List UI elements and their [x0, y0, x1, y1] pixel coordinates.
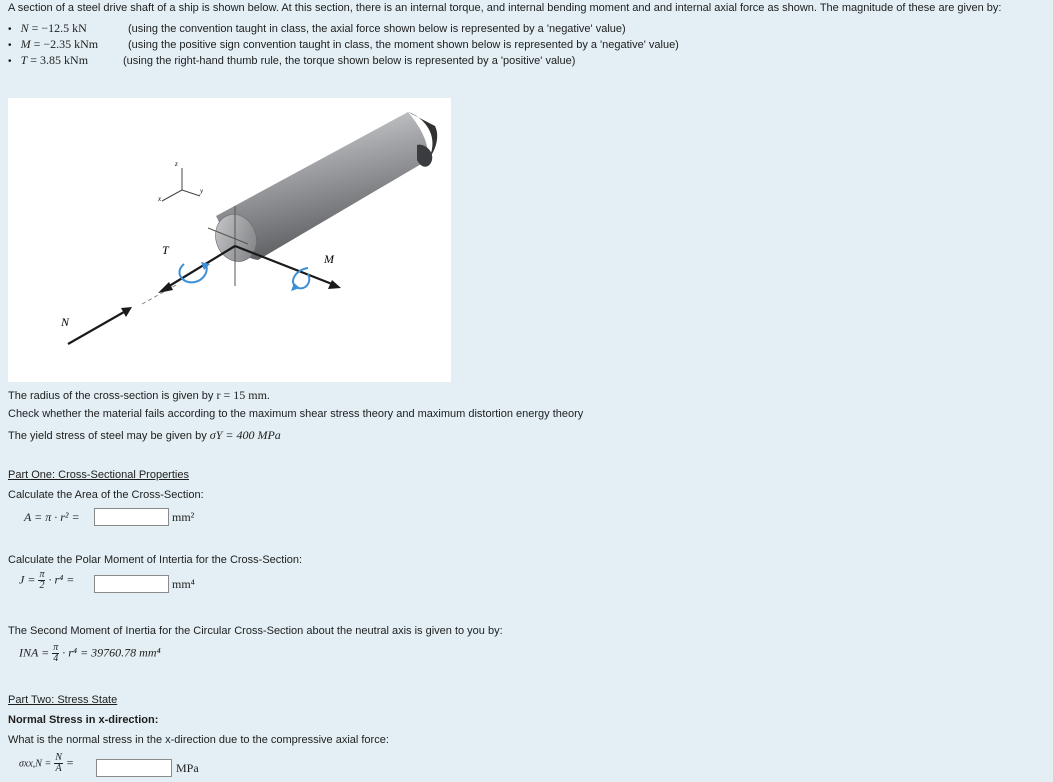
normal-stress-subheading: Normal Stress in x-direction:	[8, 714, 159, 726]
radius-text: The radius of the cross-section is given by	[8, 390, 214, 402]
area-answer-input[interactable]	[94, 508, 169, 526]
radius-line	[8, 388, 270, 403]
polar-frac-num: π	[39, 569, 45, 580]
polar-rhs: · r⁴ =	[48, 572, 75, 587]
load-note: (using the right-hand thumb rule, the torque shown below is represented by a 'positive' value)	[123, 55, 576, 67]
axis-triad-icon	[157, 160, 204, 203]
axis-y-label: y	[200, 187, 204, 195]
axis-z-label: z	[175, 160, 178, 168]
part-two-heading: Part Two: Stress State	[8, 694, 118, 706]
sigma-fraction	[54, 753, 63, 774]
sigma-frac-num: N	[55, 752, 62, 763]
centerline-dashed	[142, 284, 178, 304]
moment-arrow	[235, 246, 341, 289]
check-text: Check whether the material fails according to the maximum shear stress theory and maximum distortion energy theory	[8, 408, 584, 420]
polar-answer-input[interactable]	[94, 575, 169, 593]
ina-lhs: INA =	[19, 645, 50, 660]
load-symbol: T	[20, 53, 28, 67]
sigma-lhs: σxx,N =	[19, 758, 52, 770]
load-value: = 3.85 kNm	[30, 53, 89, 67]
intro-text: A section of a steel drive shaft of a ship is shown below. At this section, there is an internal torque, and internal bending moment and and internal axial force as shown. The magnitude of these are given by:	[8, 2, 1002, 14]
ina-fraction	[52, 643, 59, 664]
load-value: = −2.35 kNm	[33, 37, 99, 51]
bullet-icon: •	[8, 24, 12, 35]
load-note: (using the convention taught in class, the axial force shown below is represented by a 'negative' value)	[128, 23, 626, 35]
moment-label: M	[324, 252, 334, 266]
sigma-eq: =	[65, 755, 75, 770]
axial-force-arrow	[60, 307, 132, 344]
list-item	[8, 53, 88, 68]
list-item	[8, 37, 98, 52]
sigma-formula	[19, 753, 74, 774]
shaft-figure	[8, 98, 451, 382]
sigma-unit: MPa	[176, 761, 199, 775]
yield-line	[8, 428, 281, 443]
ina-rhs: · r⁴ = 39760.78 mm⁴	[62, 645, 161, 660]
load-note: (using the positive sign convention taught in class, the moment shown below is represented by a 'negative' value)	[128, 39, 679, 51]
ina-frac-den: 4	[53, 653, 59, 664]
polar-unit: mm⁴	[172, 577, 195, 591]
area-prompt: Calculate the Area of the Cross-Section:	[8, 489, 204, 501]
second-moment-text: The Second Moment of Inertia for the Circular Cross-Section about the neutral axis is given to you by:	[8, 625, 503, 637]
area-unit: mm²	[172, 510, 195, 524]
normal-stress-question: What is the normal stress in the x-direction due to the compressive axial force:	[8, 734, 389, 746]
sigma-frac-den: A	[55, 763, 62, 774]
area-formula: A = π · r² =	[24, 510, 80, 524]
ina-formula	[19, 643, 161, 664]
load-value: = −12.5 kN	[31, 21, 87, 35]
shaft-body	[209, 112, 437, 267]
ina-frac-num: π	[53, 642, 59, 653]
load-symbol: M	[20, 37, 31, 51]
bullet-icon: •	[8, 40, 12, 51]
list-item	[8, 21, 87, 36]
polar-prompt: Calculate the Polar Moment of Intertia for the Cross-Section:	[8, 554, 303, 566]
axis-x-label: x	[158, 195, 162, 203]
torque-label: T	[162, 243, 169, 257]
polar-fraction	[38, 570, 45, 591]
bullet-icon: •	[8, 56, 12, 67]
sigma-answer-input[interactable]	[96, 759, 172, 777]
shaft-diagram	[8, 98, 451, 382]
polar-frac-den: 2	[39, 580, 45, 591]
axial-force-label: N	[61, 315, 70, 329]
polar-lhs: J =	[19, 572, 36, 587]
yield-math: σY = 400 MPa	[209, 428, 281, 442]
part-one-heading: Part One: Cross-Sectional Properties	[8, 469, 189, 481]
polar-formula	[19, 570, 74, 596]
radius-math: r = 15 mm.	[216, 388, 270, 402]
load-symbol: N	[20, 21, 29, 35]
yield-text: The yield stress of steel may be given by	[8, 430, 207, 442]
